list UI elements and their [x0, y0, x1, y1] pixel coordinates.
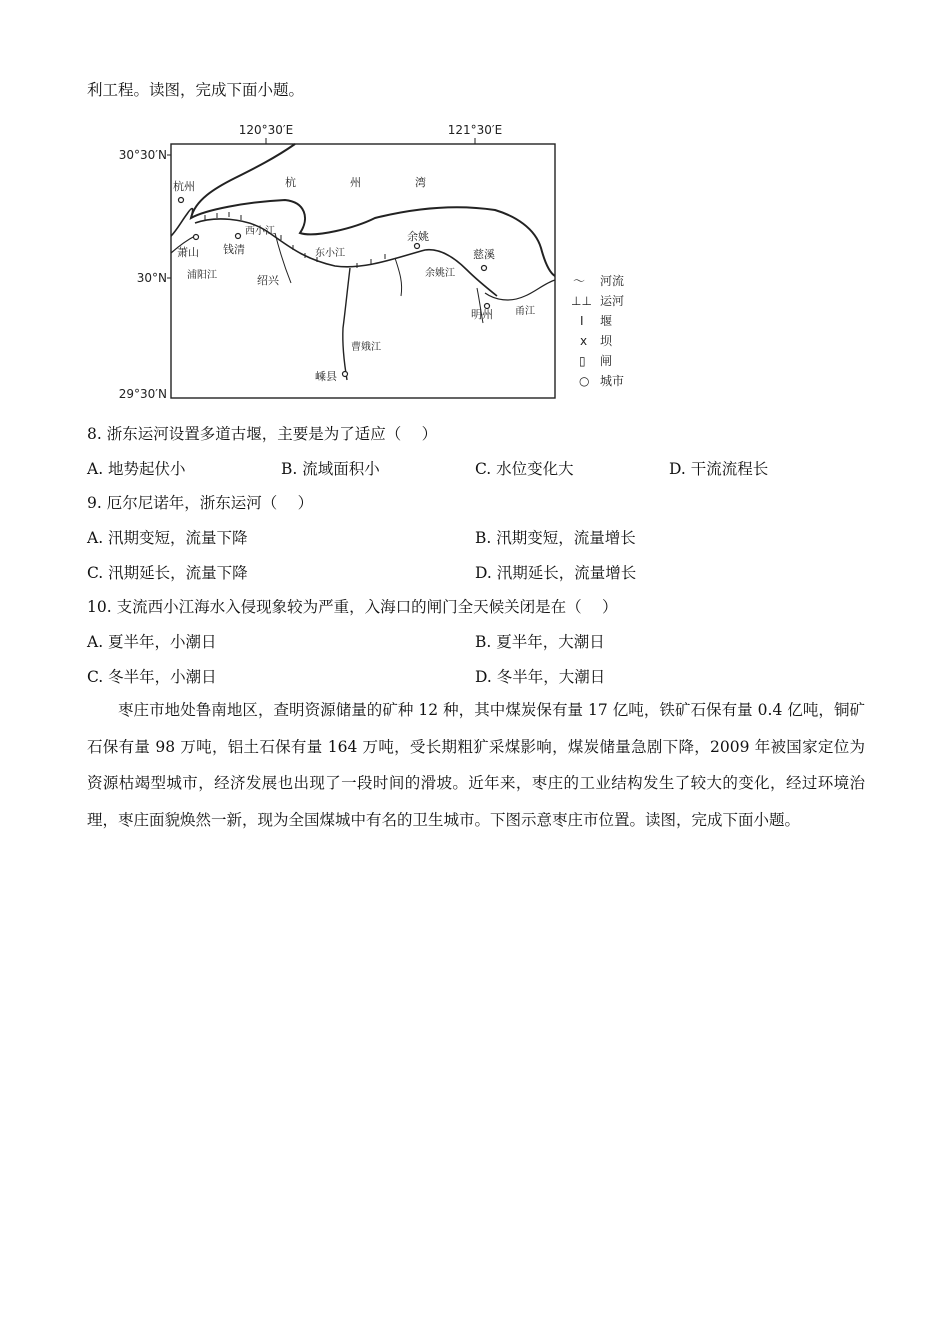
q9-option-c[interactable]: C. 汛期延长，流量下降 [87, 564, 248, 582]
svg-text:⊥⊥: ⊥⊥ [571, 294, 592, 308]
label-yuyao: 余姚 [407, 230, 429, 243]
q8-option-c[interactable]: C. 水位变化大 [475, 460, 574, 478]
svg-text:湾: 湾 [415, 176, 426, 189]
svg-text:x: x [580, 334, 588, 348]
label-cixi: 慈溪 [473, 248, 495, 261]
label-qianqing: 钱清 [223, 243, 245, 256]
svg-text:闸: 闸 [600, 354, 613, 368]
lat-label-3: 29°30′N [118, 387, 167, 401]
label-xiaoshan: 萧山 [177, 246, 199, 259]
svg-text:I: I [580, 314, 584, 328]
svg-text:坝: 坝 [600, 334, 613, 348]
q8-option-b[interactable]: B. 流域面积小 [281, 460, 380, 478]
svg-text:甬江: 甬江 [515, 306, 535, 317]
label-hangzhou: 杭州 [173, 180, 195, 193]
q8-option-d[interactable]: D. 干流流程长 [669, 460, 769, 478]
svg-text:杭: 杭 [285, 176, 296, 189]
svg-text:余姚江: 余姚江 [425, 268, 455, 279]
svg-text:曹娥江: 曹娥江 [351, 342, 381, 353]
q10-option-d[interactable]: D. 冬半年，大潮日 [475, 668, 606, 686]
q8-stem: 8. 浙东运河设置多道古堰，主要是为了适应（ ） [87, 425, 438, 443]
svg-text:浦阳江: 浦阳江 [187, 270, 217, 281]
lon-label-2: 121°30′E [447, 123, 503, 137]
label-shengxian: 嵊县 [315, 370, 337, 383]
lat-label-2: 30°N [136, 271, 167, 285]
zaozhuang-passage: 枣庄市地处鲁南地区，查明资源储量的矿种 12 种，其中煤炭保有量 17 亿吨，铁矿石保有量 0.4 亿吨，铜矿石保有量 98 万吨，铝土石保有量 164 万吨，受长期粗犷采煤影响，煤炭储量急剧下降，2009 年被国家定位为资源枯竭型城市，经济发展也出现了一段时间的滑坡。近年来，枣庄的工业结构发生了较大的变化，经过环境治理，枣庄面貌焕然一新，现为全国煤城中有名的卫生城市。下图示意枣庄市位置。读图，完成下面小题。 [87, 701, 865, 829]
svg-text:堰: 堰 [600, 314, 613, 328]
q9-option-d[interactable]: D. 汛期延长，流量增长 [475, 564, 637, 582]
svg-text:西小江: 西小江 [245, 226, 275, 237]
svg-text:东小江: 东小江 [315, 248, 345, 259]
lat-label-1: 30°30′N [118, 148, 167, 162]
label-shaoxing: 绍兴 [257, 274, 279, 287]
lon-label-1: 120°30′E [238, 123, 294, 137]
svg-text:〜: 〜 [573, 274, 586, 288]
q9-option-a[interactable]: A. 汛期变短，流量下降 [87, 529, 248, 547]
q10-option-a[interactable]: A. 夏半年，小潮日 [87, 633, 217, 651]
svg-text:○: ○ [579, 374, 590, 388]
svg-text:州: 州 [350, 176, 361, 189]
svg-text:运河: 运河 [600, 294, 625, 308]
q8-option-a[interactable]: A. 地势起伏小 [87, 460, 186, 478]
q9-option-b[interactable]: B. 汛期变短，流量增长 [475, 529, 636, 547]
svg-text:▯: ▯ [579, 354, 586, 368]
svg-text:河流: 河流 [600, 274, 625, 288]
q9-stem: 9. 厄尔尼诺年，浙东运河（ ） [87, 494, 314, 512]
q10-option-c[interactable]: C. 冬半年，小潮日 [87, 668, 217, 686]
q10-option-b[interactable]: B. 夏半年，大潮日 [475, 633, 605, 651]
intro-tail: 利工程。读图，完成下面小题。 [87, 81, 305, 99]
q10-stem: 10. 支流西小江海水入侵现象较为严重，入海口的闸门全天候关闭是在（ ） [87, 598, 618, 616]
svg-text:城市: 城市 [600, 374, 625, 388]
label-mingzhou: 明州 [471, 308, 493, 321]
zhedong-canal-map [95, 118, 655, 406]
